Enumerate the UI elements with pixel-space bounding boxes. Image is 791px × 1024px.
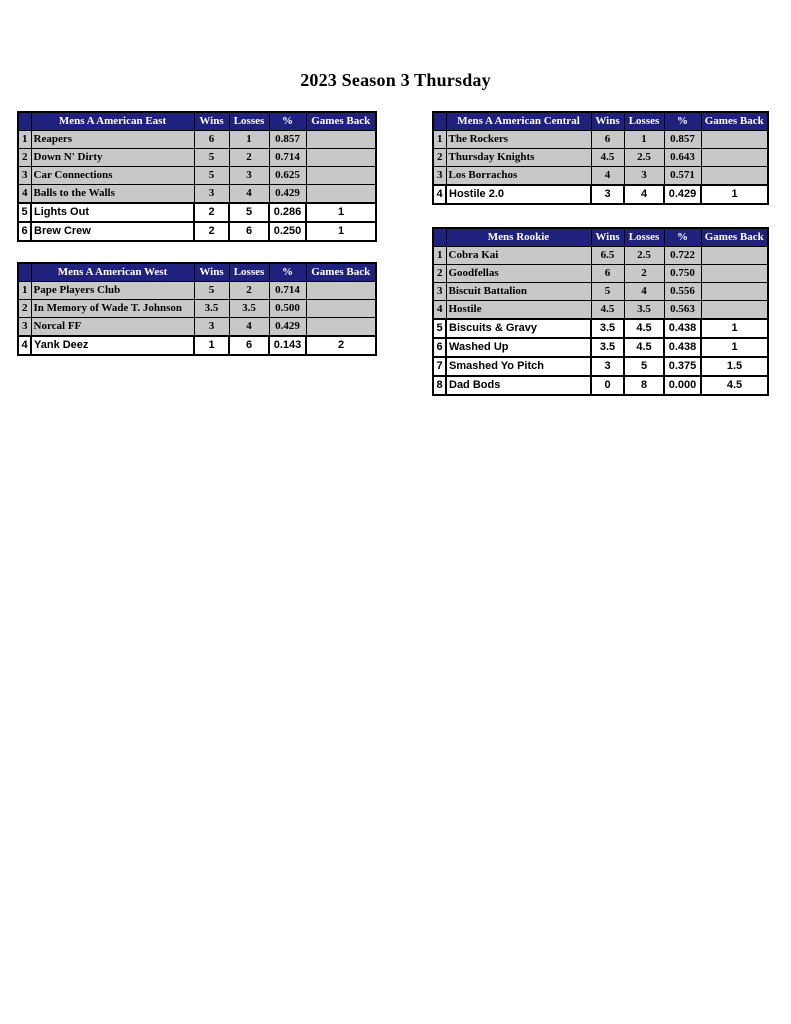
losses-cell: 1	[229, 131, 269, 149]
losses-cell: 3	[229, 167, 269, 185]
team-name-cell: Brew Crew	[31, 222, 194, 241]
division-title: Mens A American East	[31, 112, 194, 131]
rank-cell: 7	[433, 357, 446, 376]
losses-column-header: Losses	[229, 112, 269, 131]
games-back-cell	[306, 185, 376, 204]
wins-cell: 2	[194, 222, 229, 241]
losses-cell: 4	[229, 318, 269, 337]
wins-cell: 3	[591, 357, 624, 376]
rank-cell: 4	[18, 336, 31, 355]
pct-cell: 0.571	[664, 167, 701, 186]
division-title: Mens A American Central	[446, 112, 591, 131]
losses-cell: 1	[624, 131, 664, 149]
rank-cell: 5	[18, 203, 31, 222]
rank-cell: 5	[433, 319, 446, 338]
losses-cell: 2.5	[624, 247, 664, 265]
wins-cell: 5	[194, 282, 229, 300]
rank-cell: 3	[433, 167, 446, 186]
games-back-cell: 1	[306, 222, 376, 241]
team-row	[433, 131, 768, 149]
rank-cell: 2	[18, 300, 31, 318]
losses-cell: 2	[229, 282, 269, 300]
games-back-column-header: Games Back	[306, 263, 376, 282]
losses-cell: 6	[229, 222, 269, 241]
losses-cell: 2	[229, 149, 269, 167]
pct-cell: 0.556	[664, 283, 701, 301]
games-back-cell	[306, 167, 376, 185]
rank-column-header	[18, 263, 31, 282]
pct-cell: 0.438	[664, 319, 701, 338]
games-back-column-header: Games Back	[306, 112, 376, 131]
games-back-column-header: Games Back	[701, 228, 768, 247]
team-name-cell: Hostile 2.0	[446, 185, 591, 204]
games-back-cell	[306, 300, 376, 318]
team-name-cell: Hostile	[446, 301, 591, 320]
wins-column-header: Wins	[591, 112, 624, 131]
team-row	[433, 319, 768, 338]
pct-column-header: %	[664, 112, 701, 131]
pct-cell: 0.643	[664, 149, 701, 167]
games-back-cell: 1	[701, 185, 768, 204]
losses-cell: 2	[624, 265, 664, 283]
pct-column-header: %	[664, 228, 701, 247]
team-row	[18, 203, 376, 222]
rank-cell: 1	[433, 131, 446, 149]
games-back-cell	[701, 149, 768, 167]
rank-cell: 2	[433, 265, 446, 283]
team-row	[18, 282, 376, 300]
pct-cell: 0.750	[664, 265, 701, 283]
rank-cell: 2	[433, 149, 446, 167]
wins-cell: 3.5	[591, 319, 624, 338]
wins-cell: 6.5	[591, 247, 624, 265]
team-row	[433, 265, 768, 283]
table-header-row	[18, 112, 376, 131]
team-name-cell: Goodfellas	[446, 265, 591, 283]
team-name-cell: The Rockers	[446, 131, 591, 149]
rank-cell: 8	[433, 376, 446, 395]
standings-table-mens-a-american-west	[17, 262, 377, 356]
games-back-cell	[701, 265, 768, 283]
division-title: Mens Rookie	[446, 228, 591, 247]
team-name-cell: Dad Bods	[446, 376, 591, 395]
wins-cell: 4.5	[591, 149, 624, 167]
wins-cell: 1	[194, 336, 229, 355]
wins-cell: 5	[591, 283, 624, 301]
team-row	[18, 185, 376, 204]
team-name-cell: Biscuit Battalion	[446, 283, 591, 301]
team-row	[433, 357, 768, 376]
team-name-cell: In Memory of Wade T. Johnson	[31, 300, 194, 318]
pct-cell: 0.714	[269, 282, 306, 300]
team-row	[433, 338, 768, 357]
team-row	[18, 300, 376, 318]
pct-cell: 0.429	[269, 185, 306, 204]
pct-column-header: %	[269, 112, 306, 131]
games-back-cell: 1	[701, 338, 768, 357]
pct-cell: 0.250	[269, 222, 306, 241]
team-name-cell: Down N' Dirty	[31, 149, 194, 167]
team-row	[433, 376, 768, 395]
team-row	[18, 149, 376, 167]
pct-cell: 0.563	[664, 301, 701, 320]
losses-column-header: Losses	[229, 263, 269, 282]
games-back-cell	[701, 131, 768, 149]
wins-cell: 5	[194, 149, 229, 167]
rank-cell: 3	[18, 318, 31, 337]
wins-cell: 4	[591, 167, 624, 186]
team-name-cell: Cobra Kai	[446, 247, 591, 265]
team-name-cell: Yank Deez	[31, 336, 194, 355]
team-row	[18, 318, 376, 337]
wins-cell: 3	[194, 318, 229, 337]
losses-cell: 8	[624, 376, 664, 395]
pct-cell: 0.375	[664, 357, 701, 376]
division-title: Mens A American West	[31, 263, 194, 282]
table-header-row	[433, 112, 768, 131]
wins-cell: 6	[591, 131, 624, 149]
rank-cell: 4	[18, 185, 31, 204]
team-name-cell: Norcal FF	[31, 318, 194, 337]
wins-column-header: Wins	[194, 263, 229, 282]
losses-cell: 3.5	[624, 301, 664, 320]
games-back-cell	[701, 283, 768, 301]
team-row	[18, 336, 376, 355]
rank-cell: 4	[433, 301, 446, 320]
table-header-row	[433, 228, 768, 247]
games-back-cell	[701, 247, 768, 265]
losses-cell: 6	[229, 336, 269, 355]
losses-cell: 3.5	[229, 300, 269, 318]
losses-cell: 4	[624, 283, 664, 301]
team-name-cell: Thursday Knights	[446, 149, 591, 167]
pct-column-header: %	[269, 263, 306, 282]
losses-column-header: Losses	[624, 228, 664, 247]
wins-cell: 0	[591, 376, 624, 395]
standings-table-mens-a-american-central	[432, 111, 769, 205]
rank-cell: 1	[18, 131, 31, 149]
pct-cell: 0.857	[269, 131, 306, 149]
losses-cell: 4.5	[624, 338, 664, 357]
pct-cell: 0.625	[269, 167, 306, 185]
rank-column-header	[18, 112, 31, 131]
wins-cell: 3	[194, 185, 229, 204]
pct-cell: 0.143	[269, 336, 306, 355]
losses-cell: 3	[624, 167, 664, 186]
losses-cell: 5	[229, 203, 269, 222]
games-back-cell	[306, 318, 376, 337]
games-back-cell: 1	[701, 319, 768, 338]
games-back-cell	[306, 282, 376, 300]
rank-cell: 4	[433, 185, 446, 204]
rank-cell: 1	[18, 282, 31, 300]
games-back-cell	[701, 301, 768, 320]
rank-cell: 2	[18, 149, 31, 167]
games-back-cell: 2	[306, 336, 376, 355]
pct-cell: 0.438	[664, 338, 701, 357]
wins-cell: 3	[591, 185, 624, 204]
pct-cell: 0.714	[269, 149, 306, 167]
team-name-cell: Lights Out	[31, 203, 194, 222]
table-header-row	[18, 263, 376, 282]
wins-column-header: Wins	[591, 228, 624, 247]
wins-cell: 5	[194, 167, 229, 185]
losses-cell: 4.5	[624, 319, 664, 338]
team-name-cell: Smashed Yo Pitch	[446, 357, 591, 376]
wins-column-header: Wins	[194, 112, 229, 131]
rank-cell: 6	[433, 338, 446, 357]
wins-cell: 4.5	[591, 301, 624, 320]
team-name-cell: Washed Up	[446, 338, 591, 357]
team-name-cell: Reapers	[31, 131, 194, 149]
losses-column-header: Losses	[624, 112, 664, 131]
team-row	[18, 131, 376, 149]
wins-cell: 2	[194, 203, 229, 222]
games-back-cell	[701, 167, 768, 186]
team-name-cell: Biscuits & Gravy	[446, 319, 591, 338]
losses-cell: 4	[229, 185, 269, 204]
rank-column-header	[433, 228, 446, 247]
games-back-cell: 1	[306, 203, 376, 222]
rank-cell: 3	[18, 167, 31, 185]
losses-cell: 2.5	[624, 149, 664, 167]
rank-cell: 3	[433, 283, 446, 301]
pct-cell: 0.429	[269, 318, 306, 337]
team-row	[433, 149, 768, 167]
rank-cell: 6	[18, 222, 31, 241]
games-back-column-header: Games Back	[701, 112, 768, 131]
team-name-cell: Balls to the Walls	[31, 185, 194, 204]
losses-cell: 4	[624, 185, 664, 204]
standings-table-mens-a-american-east	[17, 111, 377, 242]
team-row	[18, 167, 376, 185]
wins-cell: 3.5	[194, 300, 229, 318]
games-back-cell: 1.5	[701, 357, 768, 376]
team-row	[18, 222, 376, 241]
pct-cell: 0.000	[664, 376, 701, 395]
rank-column-header	[433, 112, 446, 131]
rank-cell: 1	[433, 247, 446, 265]
pct-cell: 0.500	[269, 300, 306, 318]
games-back-cell	[306, 149, 376, 167]
pct-cell: 0.286	[269, 203, 306, 222]
pct-cell: 0.429	[664, 185, 701, 204]
games-back-cell: 4.5	[701, 376, 768, 395]
team-row	[433, 283, 768, 301]
wins-cell: 3.5	[591, 338, 624, 357]
team-name-cell: Car Connections	[31, 167, 194, 185]
team-row	[433, 185, 768, 204]
team-name-cell: Los Borrachos	[446, 167, 591, 186]
wins-cell: 6	[591, 265, 624, 283]
wins-cell: 6	[194, 131, 229, 149]
standings-table-mens-rookie	[432, 227, 769, 396]
pct-cell: 0.722	[664, 247, 701, 265]
losses-cell: 5	[624, 357, 664, 376]
page-title: 2023 Season 3 Thursday	[300, 70, 491, 90]
pct-cell: 0.857	[664, 131, 701, 149]
games-back-cell	[306, 131, 376, 149]
team-name-cell: Pape Players Club	[31, 282, 194, 300]
team-row	[433, 301, 768, 320]
team-row	[433, 167, 768, 186]
team-row	[433, 247, 768, 265]
